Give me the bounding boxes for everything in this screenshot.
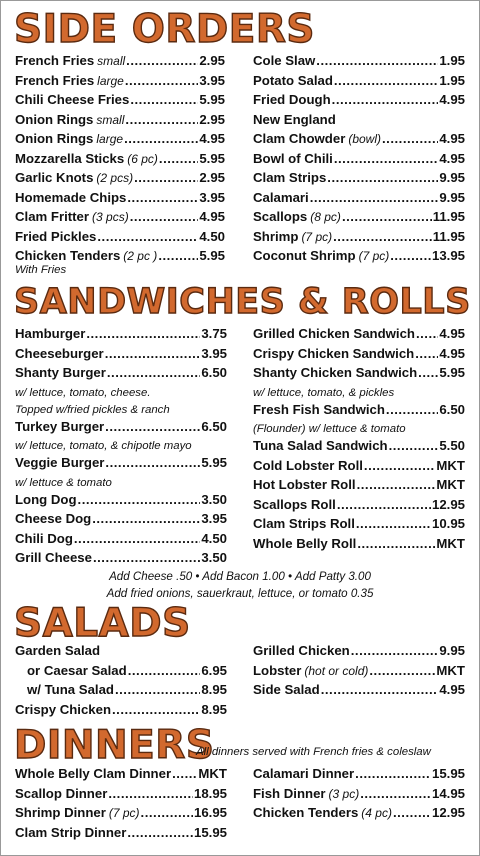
menu-item bbox=[253, 682, 465, 702]
item-note: w/ lettuce, tomato, & pickles bbox=[253, 386, 395, 399]
leader-dots bbox=[360, 786, 431, 801]
item-name: Grill Cheese bbox=[15, 550, 92, 565]
item-price: 4.95 bbox=[439, 131, 465, 146]
leader-dots bbox=[159, 151, 198, 166]
leader-dots bbox=[337, 497, 431, 512]
sandwiches-heading: SANDWICHES & ROLLS bbox=[14, 282, 471, 322]
leader-dots bbox=[124, 131, 198, 146]
item-name: Chili Cheese Fries bbox=[15, 92, 130, 107]
item-name: Scallop Dinner bbox=[15, 785, 108, 801]
leader-dots bbox=[125, 73, 198, 88]
item-name: Chicken Tenders bbox=[15, 248, 121, 263]
item-price: 12.95 bbox=[431, 805, 465, 820]
menu-item bbox=[253, 786, 465, 806]
menu-item bbox=[15, 825, 227, 845]
menu-item bbox=[15, 326, 227, 346]
leader-dots bbox=[382, 131, 438, 146]
menu-item bbox=[15, 190, 225, 210]
leader-dots bbox=[415, 346, 438, 361]
item-name: Crispy Chicken bbox=[15, 701, 112, 717]
item-price: 10.95 bbox=[431, 516, 465, 531]
leader-dots bbox=[108, 786, 193, 801]
item-price: 5.95 bbox=[201, 455, 227, 470]
item-price: 2.95 bbox=[199, 53, 225, 68]
item-price: 4.95 bbox=[439, 92, 465, 107]
item-price: 5.95 bbox=[199, 92, 225, 107]
item-name: w/ Tuna Salad bbox=[27, 682, 114, 697]
item-size: (7 pc) bbox=[108, 806, 140, 820]
leader-dots bbox=[92, 511, 200, 526]
item-price: 4.95 bbox=[439, 682, 465, 697]
item-name: Whole Belly Roll bbox=[253, 535, 357, 551]
leader-dots bbox=[158, 248, 198, 263]
item-name: Clam Strips Roll bbox=[253, 516, 355, 531]
leader-dots bbox=[115, 682, 200, 697]
item-price: MKT bbox=[198, 766, 227, 781]
item-name: Chili Dog bbox=[15, 530, 73, 546]
leader-dots bbox=[134, 170, 198, 185]
menu-item bbox=[15, 766, 227, 786]
item-name: Whole Belly Clam Dinner bbox=[15, 766, 172, 781]
item-name: French Fries bbox=[15, 53, 95, 68]
item-price: 6.50 bbox=[201, 365, 227, 380]
item-note: w/ lettuce & tomato bbox=[15, 476, 112, 489]
item-size: large bbox=[96, 132, 124, 146]
menu-item bbox=[253, 402, 465, 422]
menu-item bbox=[253, 346, 465, 366]
item-name: French Fries bbox=[15, 72, 95, 88]
menu-item bbox=[253, 170, 465, 190]
sandwiches-left bbox=[15, 326, 227, 570]
leader-dots bbox=[386, 402, 438, 417]
item-name: Cheeseburger bbox=[15, 345, 104, 361]
item-name: Clam Strips bbox=[253, 170, 327, 185]
item-name: Onion Rings bbox=[15, 111, 94, 127]
item-price: 4.95 bbox=[199, 209, 225, 224]
item-price: 3.95 bbox=[199, 189, 225, 205]
item-note: Topped w/fried pickles & ranch bbox=[15, 403, 170, 416]
item-price: 6.50 bbox=[201, 418, 227, 434]
item-size: (3 pc) bbox=[328, 786, 360, 801]
menu-item bbox=[15, 492, 227, 512]
item-price: 11.95 bbox=[432, 228, 465, 244]
item-price: 18.95 bbox=[193, 785, 227, 801]
menu-item bbox=[253, 458, 465, 478]
item-size: (7 pc) bbox=[301, 229, 333, 244]
leader-dots bbox=[418, 365, 438, 380]
menu-item bbox=[15, 151, 225, 171]
item-name: Fried Dough bbox=[253, 92, 331, 107]
menu-item bbox=[253, 365, 465, 385]
item-price: 13.95 bbox=[431, 248, 465, 263]
leader-dots bbox=[364, 458, 436, 473]
item-name: Garlic Knots bbox=[15, 170, 94, 185]
item-price: 5.95 bbox=[439, 365, 465, 380]
item-size: (6 pc) bbox=[127, 151, 158, 166]
menu-item bbox=[253, 151, 465, 171]
item-price: 15.95 bbox=[431, 766, 465, 781]
item-price: 16.95 bbox=[193, 805, 227, 820]
leader-dots bbox=[105, 419, 200, 434]
menu-item bbox=[15, 419, 227, 439]
menu-item bbox=[253, 438, 465, 458]
item-size: (hot or cold) bbox=[304, 663, 369, 678]
menu-item bbox=[15, 805, 227, 825]
item-price: MKT bbox=[436, 535, 465, 551]
leader-dots bbox=[74, 531, 200, 546]
item-name: Garden Salad bbox=[15, 643, 101, 658]
leader-dots bbox=[172, 766, 197, 781]
item-name: Scallops bbox=[253, 209, 308, 224]
item-name: Clam Strip Dinner bbox=[15, 824, 127, 840]
item-price: 14.95 bbox=[431, 785, 465, 801]
item-name: New England bbox=[253, 111, 336, 127]
menu-item bbox=[253, 112, 465, 132]
leader-dots bbox=[112, 702, 200, 717]
menu-item bbox=[15, 511, 227, 531]
item-size: (2 pc ) bbox=[123, 249, 158, 263]
item-name: Fried Pickles bbox=[15, 228, 97, 244]
item-price: 4.95 bbox=[439, 345, 465, 361]
menu-item bbox=[15, 92, 225, 112]
menu-item bbox=[15, 682, 227, 702]
item-size: (bowl) bbox=[348, 132, 381, 146]
item-price: 4.95 bbox=[439, 150, 465, 166]
side-orders-note: With Fries bbox=[15, 264, 67, 276]
menu-item bbox=[253, 229, 465, 249]
leader-dots bbox=[351, 643, 439, 658]
item-note: (Flounder) w/ lettuce & tomato bbox=[253, 423, 406, 435]
menu-item bbox=[253, 766, 465, 786]
menu-item bbox=[15, 53, 225, 73]
item-name: Lobster bbox=[253, 662, 302, 678]
dinners-left bbox=[15, 766, 227, 844]
leader-dots bbox=[128, 663, 201, 678]
leader-dots bbox=[327, 170, 438, 185]
menu-item bbox=[253, 516, 465, 536]
salads-right bbox=[253, 643, 465, 702]
item-name: Crispy Chicken Sandwich bbox=[253, 345, 415, 361]
item-price: 2.95 bbox=[199, 170, 225, 185]
menu-item bbox=[15, 346, 227, 366]
menu-item bbox=[15, 73, 225, 93]
item-name: Cheese Dog bbox=[15, 511, 92, 526]
leader-dots bbox=[127, 190, 198, 205]
item-name: Shrimp bbox=[253, 228, 299, 244]
leader-dots bbox=[93, 550, 200, 565]
item-price: 3.50 bbox=[201, 491, 227, 507]
menu-item bbox=[15, 702, 227, 722]
item-price: 3.75 bbox=[201, 326, 227, 341]
item-name: Veggie Burger bbox=[15, 455, 105, 470]
item-price: MKT bbox=[436, 477, 465, 492]
item-price: 15.95 bbox=[193, 824, 227, 840]
leader-dots bbox=[127, 825, 193, 840]
item-name: Hot Lobster Roll bbox=[253, 477, 356, 492]
item-name: Chicken Tenders bbox=[253, 805, 359, 820]
item-name: Scallops Roll bbox=[253, 496, 336, 512]
item-name: Tuna Salad Sandwich bbox=[253, 438, 388, 453]
item-name: Shanty Burger bbox=[15, 365, 106, 380]
salads-left bbox=[15, 643, 227, 721]
menu-item bbox=[15, 209, 225, 229]
menu-item bbox=[15, 112, 225, 132]
leader-dots bbox=[105, 455, 200, 470]
leader-dots bbox=[86, 326, 200, 341]
item-price: 5.50 bbox=[439, 438, 465, 453]
item-name: Potato Salad bbox=[253, 72, 333, 88]
leader-dots bbox=[334, 151, 438, 166]
dinners-heading: DINNERS bbox=[14, 723, 215, 768]
leader-dots bbox=[393, 805, 431, 820]
menu-item bbox=[253, 190, 465, 210]
leader-dots bbox=[107, 365, 200, 380]
item-price: 5.95 bbox=[199, 150, 225, 166]
item-price: 5.95 bbox=[199, 248, 225, 263]
menu-item bbox=[253, 248, 465, 268]
menu-item bbox=[15, 365, 227, 385]
addons-line-1: Add Cheese .50 • Add Bacon 1.00 • Add Patty 3.00 bbox=[109, 570, 371, 583]
menu-item bbox=[253, 643, 465, 663]
item-name: Calamari bbox=[253, 189, 309, 205]
menu-item bbox=[253, 73, 465, 93]
menu-item bbox=[253, 131, 465, 151]
item-size: small bbox=[96, 112, 125, 127]
item-name: Clam Chowder bbox=[253, 131, 346, 146]
side-orders-heading: SIDE ORDERS bbox=[14, 7, 316, 52]
item-name: Coconut Shrimp bbox=[253, 248, 356, 263]
menu-item bbox=[253, 536, 465, 556]
leader-dots bbox=[334, 73, 438, 88]
item-price: 9.95 bbox=[439, 189, 465, 205]
item-name: Shrimp Dinner bbox=[15, 805, 106, 820]
item-price: 4.95 bbox=[199, 131, 225, 146]
item-price: 8.95 bbox=[201, 682, 227, 697]
leader-dots bbox=[321, 682, 439, 697]
item-name: Calamari Dinner bbox=[253, 766, 355, 781]
leader-dots bbox=[333, 229, 432, 244]
menu-item bbox=[15, 229, 225, 249]
item-size: small bbox=[97, 54, 126, 68]
leader-dots bbox=[141, 805, 193, 820]
item-name: Long Dog bbox=[15, 491, 77, 507]
item-size: (7 pc) bbox=[358, 249, 390, 263]
item-name: Cole Slaw bbox=[253, 53, 316, 68]
leader-dots bbox=[355, 766, 431, 781]
item-price: 2.95 bbox=[199, 111, 225, 127]
item-name: Shanty Chicken Sandwich bbox=[253, 365, 418, 380]
leader-dots bbox=[125, 112, 198, 127]
item-size: large bbox=[97, 73, 124, 88]
item-price: 1.95 bbox=[439, 53, 465, 68]
leader-dots bbox=[389, 438, 439, 453]
item-size: (3 pcs) bbox=[92, 210, 129, 224]
menu-item bbox=[15, 131, 225, 151]
dinners-note: All dinners served with French fries & coleslaw bbox=[196, 746, 431, 758]
item-price: 4.50 bbox=[201, 530, 227, 546]
item-price: 3.95 bbox=[201, 511, 227, 526]
dinners-right bbox=[253, 766, 465, 825]
item-price: 3.95 bbox=[199, 72, 225, 88]
item-name: Onion Rings bbox=[15, 131, 94, 146]
menu-item bbox=[253, 92, 465, 112]
side-orders-right bbox=[253, 53, 465, 268]
leader-dots bbox=[416, 326, 438, 341]
menu-item bbox=[15, 531, 227, 551]
item-name: Grilled Chicken bbox=[253, 643, 350, 658]
menu-item bbox=[15, 550, 227, 570]
leader-dots bbox=[126, 53, 198, 68]
menu-item bbox=[15, 663, 227, 683]
item-price: 3.50 bbox=[201, 550, 227, 565]
item-note: w/ lettuce, tomato, & chipotle mayo bbox=[15, 440, 192, 452]
item-price: 4.95 bbox=[439, 326, 465, 341]
addons-line-2: Add fried onions, sauerkraut, lettuce, or tomato 0.35 bbox=[106, 587, 374, 600]
menu-item bbox=[15, 786, 227, 806]
leader-dots bbox=[342, 209, 432, 224]
leader-dots bbox=[78, 492, 201, 507]
item-name: Side Salad bbox=[253, 682, 320, 697]
menu-item bbox=[253, 497, 465, 517]
salads-heading: SALADS bbox=[14, 601, 191, 646]
menu-item bbox=[253, 209, 465, 229]
item-price: 9.95 bbox=[439, 170, 465, 185]
item-price: 6.50 bbox=[439, 401, 465, 417]
item-size: (8 pc) bbox=[310, 210, 341, 224]
leader-dots bbox=[130, 209, 199, 224]
menu-item bbox=[253, 805, 465, 825]
item-price: 1.95 bbox=[439, 72, 465, 88]
item-price: MKT bbox=[436, 457, 465, 473]
item-price: 6.95 bbox=[201, 662, 227, 678]
item-name: Grilled Chicken Sandwich bbox=[253, 326, 415, 341]
menu-item bbox=[253, 663, 465, 683]
item-name: or Caesar Salad bbox=[27, 662, 127, 678]
leader-dots bbox=[357, 477, 436, 492]
item-name: Fresh Fish Sandwich bbox=[253, 401, 385, 417]
item-size: (4 pc) bbox=[361, 806, 392, 820]
leader-dots bbox=[97, 229, 198, 244]
item-name: Cold Lobster Roll bbox=[253, 457, 363, 473]
leader-dots bbox=[310, 190, 439, 205]
sandwiches-right bbox=[253, 326, 465, 555]
item-price: 12.95 bbox=[431, 496, 465, 512]
item-price: 3.95 bbox=[201, 345, 227, 361]
leader-dots bbox=[130, 92, 198, 107]
item-name: Turkey Burger bbox=[15, 418, 105, 434]
item-name: Homemade Chips bbox=[15, 189, 127, 205]
menu-item bbox=[253, 326, 465, 346]
menu-item bbox=[15, 643, 227, 663]
item-note: w/ lettuce, tomato, cheese. bbox=[15, 386, 151, 399]
menu-item bbox=[253, 53, 465, 73]
item-price: 4.50 bbox=[199, 228, 225, 244]
leader-dots bbox=[105, 346, 201, 361]
leader-dots bbox=[332, 92, 439, 107]
menu-item bbox=[15, 455, 227, 475]
side-orders-left bbox=[15, 53, 225, 268]
item-name: Mozzarella Sticks bbox=[15, 150, 125, 166]
leader-dots bbox=[357, 536, 435, 551]
item-price: MKT bbox=[436, 662, 465, 678]
item-name: Bowl of Chili bbox=[253, 150, 333, 166]
item-name: Fish Dinner bbox=[253, 785, 326, 801]
menu-item bbox=[15, 170, 225, 190]
item-size: (2 pcs) bbox=[96, 171, 134, 185]
leader-dots bbox=[356, 516, 431, 531]
leader-dots bbox=[316, 53, 438, 68]
leader-dots bbox=[390, 248, 431, 263]
menu-item bbox=[253, 477, 465, 497]
item-price: 11.95 bbox=[432, 209, 465, 224]
item-price: 8.95 bbox=[201, 701, 227, 717]
item-name: Hamburger bbox=[15, 326, 86, 341]
leader-dots bbox=[369, 663, 435, 678]
item-name: Clam Fritter bbox=[15, 209, 90, 224]
item-price: 9.95 bbox=[439, 643, 465, 658]
